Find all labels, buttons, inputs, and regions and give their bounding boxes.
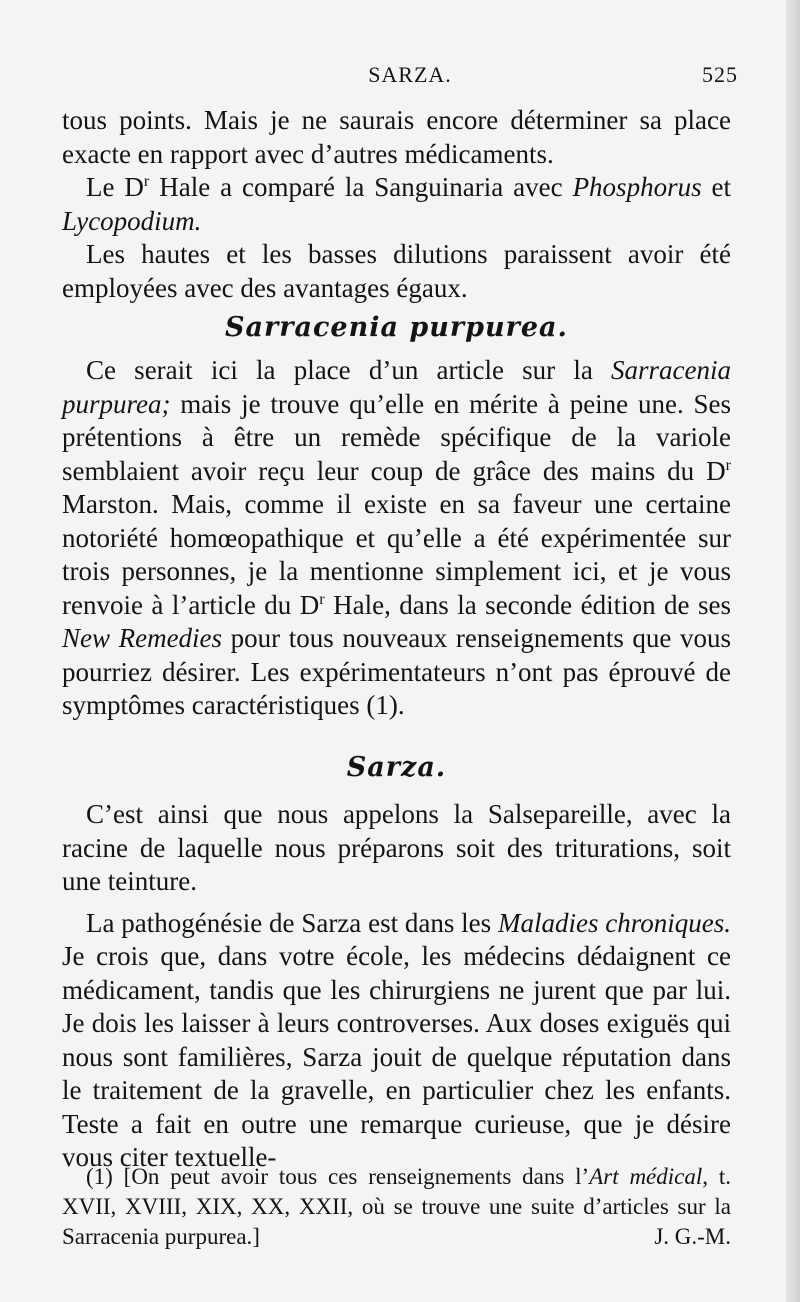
sarracenia-section xyxy=(62,354,731,723)
text-run: , t. XVII, XVIII, XIX, XX, XXII, où se trouve une suite d’articles sur la Sarracenia purpurea.] xyxy=(62,1164,731,1249)
text-run: Je crois que, dans votre école, les médecins dédaignent ce médicament, tandis que les chirurgiens ne jurent que par lui. Je dois les laisser à leurs controverses. Aux doses exiguës qui nous sont familières, Sarza jouit de quelque réputation dans le traitement de la gravelle, en particulier chez les enfants. Teste a fait en outre une remarque curieuse, que je désire vous citer textuelle- xyxy=(62,941,731,1172)
italic-title: Maladies chroniques. xyxy=(497,907,732,938)
superscript: r xyxy=(725,455,731,474)
paragraph: tous points. Mais je ne saurais encore déterminer sa place exacte en rapport avec d’autres médicaments. xyxy=(62,105,731,169)
italic-term: Sarracenia purpurea; xyxy=(62,355,731,419)
text-run: (1) [On peut avoir tous ces renseignements dans l’ xyxy=(86,1164,590,1189)
text-run: Hale, dans la seconde édition de ses xyxy=(324,589,732,620)
paragraph: C’est ainsi que nous appelons la Salsepareille, avec la racine de laquelle nous préparons soit des triturations, soit une teinture. xyxy=(62,799,731,896)
running-title: SARZA. xyxy=(368,62,452,87)
sarza-section xyxy=(62,798,731,1175)
text-run: Ce serait ici la place d’un article sur la xyxy=(86,355,612,385)
footnote-text xyxy=(62,1162,731,1252)
page-number: 525 xyxy=(702,62,738,87)
superscript: r xyxy=(319,589,325,608)
page-edge-shadow xyxy=(786,0,800,1302)
text-run: mais je trouve qu’elle en mérite à peine une. Ses prétentions à être un remède spécifique de la variole semblaient avoir reçu leur coup de grâce des mains du D xyxy=(62,388,731,486)
text-run: Marston. Mais, comme il existe en sa faveur une certaine notoriété homœopathique et qu’elle a été expérimentée sur trois personnes, je la mentionne simplement ici, et je vous renvoie à l’article du D xyxy=(62,489,731,620)
opening-paragraphs xyxy=(62,104,731,305)
paragraph xyxy=(62,171,731,238)
section-heading-sarracenia: Sarracenia purpurea. xyxy=(225,312,568,343)
italic-title: New Remedies xyxy=(62,623,223,653)
italic-term: Phosphorus xyxy=(572,172,702,202)
italic-term: Lycopodium. xyxy=(62,205,202,236)
text-run: La pathogénésie de Sarza est dans les xyxy=(86,907,498,938)
section-heading-sarza: Sarza. xyxy=(346,752,447,783)
text-run: Le D xyxy=(86,172,144,202)
running-header xyxy=(62,62,738,92)
paragraph: Les hautes et les basses dilutions paraissent avoir été employées avec des avantages égaux. xyxy=(62,239,731,303)
paragraph xyxy=(62,907,731,1175)
text-run: et xyxy=(701,172,731,202)
superscript: r xyxy=(143,172,150,190)
footnote xyxy=(62,1162,731,1252)
text-run: Hale a comparé la Sanguinaria avec xyxy=(149,172,573,202)
italic-title: Art médical xyxy=(589,1164,703,1189)
footnote-signature: J. G.-M. xyxy=(654,1224,731,1249)
text-run: pour tous nouveaux renseignements que vous pourriez désirer. Les expérimentateurs n’ont pas éprouvé de symptômes caractéristiques (1). xyxy=(62,623,732,720)
paragraph xyxy=(62,354,731,723)
